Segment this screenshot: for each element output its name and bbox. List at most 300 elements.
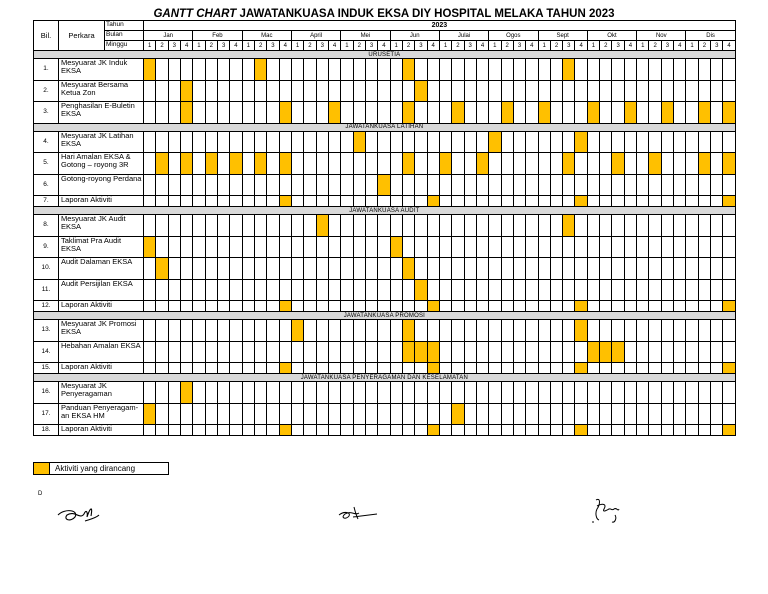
week-cell bbox=[328, 258, 340, 280]
week-cell bbox=[674, 425, 686, 436]
week-cell bbox=[316, 80, 328, 102]
week-cell bbox=[513, 382, 525, 404]
week-cell bbox=[637, 215, 649, 237]
activity-name: Mesyuarat JK Latihan EKSA bbox=[59, 131, 144, 153]
week-cell bbox=[674, 382, 686, 404]
planned-cell bbox=[587, 341, 599, 363]
activity-name: Hebahan Amalan EKSA bbox=[59, 341, 144, 363]
week-cell bbox=[587, 403, 599, 425]
week-cell bbox=[205, 236, 217, 258]
week-cell bbox=[254, 279, 266, 301]
week-header: 1 bbox=[538, 41, 550, 51]
week-cell bbox=[304, 59, 316, 81]
week-cell bbox=[550, 102, 562, 124]
week-cell bbox=[723, 403, 735, 425]
week-cell bbox=[242, 102, 254, 124]
week-cell bbox=[254, 425, 266, 436]
week-cell bbox=[304, 425, 316, 436]
month-header: Mac bbox=[242, 31, 291, 41]
week-cell bbox=[661, 196, 673, 207]
week-cell bbox=[205, 382, 217, 404]
week-cell bbox=[575, 279, 587, 301]
week-cell bbox=[501, 258, 513, 280]
week-cell bbox=[427, 80, 439, 102]
week-cell bbox=[291, 425, 303, 436]
planned-cell bbox=[279, 153, 291, 175]
week-cell bbox=[587, 258, 599, 280]
week-cell bbox=[501, 341, 513, 363]
week-cell bbox=[513, 59, 525, 81]
week-cell bbox=[415, 153, 427, 175]
week-cell bbox=[526, 382, 538, 404]
week-cell bbox=[353, 59, 365, 81]
week-header: 2 bbox=[550, 41, 562, 51]
week-cell bbox=[464, 403, 476, 425]
week-cell bbox=[674, 341, 686, 363]
week-cell bbox=[279, 236, 291, 258]
week-cell bbox=[600, 320, 612, 342]
week-cell bbox=[489, 236, 501, 258]
week-cell bbox=[674, 215, 686, 237]
planned-cell bbox=[279, 196, 291, 207]
week-cell bbox=[526, 59, 538, 81]
week-cell bbox=[279, 80, 291, 102]
week-cell bbox=[415, 174, 427, 196]
week-cell bbox=[476, 131, 488, 153]
week-cell bbox=[254, 174, 266, 196]
week-cell bbox=[501, 196, 513, 207]
week-cell bbox=[439, 403, 451, 425]
week-cell bbox=[254, 236, 266, 258]
week-cell bbox=[489, 174, 501, 196]
week-cell bbox=[353, 301, 365, 312]
week-cell bbox=[698, 131, 710, 153]
week-cell bbox=[661, 382, 673, 404]
week-cell bbox=[476, 174, 488, 196]
week-cell bbox=[624, 196, 636, 207]
week-cell bbox=[649, 131, 661, 153]
week-cell bbox=[538, 174, 550, 196]
week-cell bbox=[353, 102, 365, 124]
planned-cell bbox=[563, 59, 575, 81]
week-cell bbox=[156, 236, 168, 258]
week-cell bbox=[205, 279, 217, 301]
week-cell bbox=[649, 279, 661, 301]
week-cell bbox=[144, 131, 156, 153]
week-cell bbox=[341, 131, 353, 153]
week-cell bbox=[180, 196, 192, 207]
week-cell bbox=[168, 102, 180, 124]
week-cell bbox=[686, 196, 698, 207]
week-cell bbox=[168, 215, 180, 237]
week-cell bbox=[267, 301, 279, 312]
activity-name: Laporan Aktiviti bbox=[59, 301, 144, 312]
week-cell bbox=[538, 215, 550, 237]
week-header: 3 bbox=[365, 41, 377, 51]
week-cell bbox=[341, 153, 353, 175]
week-cell bbox=[180, 301, 192, 312]
planned-cell bbox=[279, 363, 291, 374]
week-cell bbox=[378, 131, 390, 153]
week-cell bbox=[624, 80, 636, 102]
month-header: Mei bbox=[341, 31, 390, 41]
week-cell bbox=[538, 279, 550, 301]
week-cell bbox=[279, 382, 291, 404]
week-cell bbox=[378, 196, 390, 207]
planned-cell bbox=[698, 102, 710, 124]
week-cell bbox=[464, 102, 476, 124]
week-cell bbox=[550, 80, 562, 102]
week-cell bbox=[205, 258, 217, 280]
planned-cell bbox=[180, 102, 192, 124]
week-cell bbox=[476, 236, 488, 258]
week-cell bbox=[242, 258, 254, 280]
week-cell bbox=[144, 258, 156, 280]
week-cell bbox=[402, 403, 414, 425]
week-cell bbox=[526, 215, 538, 237]
week-cell bbox=[464, 363, 476, 374]
week-cell bbox=[563, 174, 575, 196]
week-cell bbox=[279, 403, 291, 425]
week-cell bbox=[476, 382, 488, 404]
week-cell bbox=[144, 425, 156, 436]
week-cell bbox=[304, 403, 316, 425]
week-cell bbox=[587, 153, 599, 175]
week-cell bbox=[353, 153, 365, 175]
week-cell bbox=[242, 174, 254, 196]
planned-cell bbox=[402, 258, 414, 280]
week-cell bbox=[600, 102, 612, 124]
week-cell bbox=[390, 258, 402, 280]
week-cell bbox=[156, 80, 168, 102]
week-cell bbox=[242, 279, 254, 301]
week-cell bbox=[513, 196, 525, 207]
week-cell bbox=[723, 215, 735, 237]
table-row bbox=[34, 382, 736, 404]
week-cell bbox=[291, 80, 303, 102]
planned-cell bbox=[279, 301, 291, 312]
week-cell bbox=[686, 279, 698, 301]
week-cell bbox=[538, 403, 550, 425]
week-cell bbox=[415, 59, 427, 81]
year-label: 2023 bbox=[144, 21, 736, 31]
week-cell bbox=[661, 279, 673, 301]
row-number: 2. bbox=[34, 80, 59, 102]
week-cell bbox=[698, 425, 710, 436]
planned-cell bbox=[723, 102, 735, 124]
week-cell bbox=[168, 320, 180, 342]
week-cell bbox=[168, 363, 180, 374]
week-cell bbox=[267, 215, 279, 237]
activity-name: Mesyuarat JK Induk EKSA bbox=[59, 59, 144, 81]
week-cell bbox=[304, 341, 316, 363]
week-cell bbox=[452, 425, 464, 436]
week-cell bbox=[365, 215, 377, 237]
week-cell bbox=[144, 174, 156, 196]
week-cell bbox=[156, 425, 168, 436]
activity-name: Audit Persijilan EKSA bbox=[59, 279, 144, 301]
week-cell bbox=[230, 131, 242, 153]
week-cell bbox=[230, 215, 242, 237]
week-cell bbox=[427, 215, 439, 237]
week-cell bbox=[365, 341, 377, 363]
week-cell bbox=[156, 320, 168, 342]
planned-cell bbox=[353, 131, 365, 153]
week-cell bbox=[686, 102, 698, 124]
week-cell bbox=[489, 102, 501, 124]
week-cell bbox=[193, 80, 205, 102]
week-cell bbox=[193, 403, 205, 425]
week-cell bbox=[686, 363, 698, 374]
week-header: 2 bbox=[205, 41, 217, 51]
week-cell bbox=[217, 363, 229, 374]
week-cell bbox=[674, 279, 686, 301]
week-cell bbox=[291, 301, 303, 312]
week-cell bbox=[464, 59, 476, 81]
week-cell bbox=[476, 80, 488, 102]
week-cell bbox=[180, 215, 192, 237]
week-cell bbox=[464, 279, 476, 301]
month-header: Jan bbox=[144, 31, 193, 41]
week-cell bbox=[661, 403, 673, 425]
week-cell bbox=[205, 196, 217, 207]
month-header: Nov bbox=[637, 31, 686, 41]
week-cell bbox=[353, 80, 365, 102]
week-cell bbox=[230, 279, 242, 301]
planned-cell bbox=[427, 301, 439, 312]
week-cell bbox=[316, 425, 328, 436]
week-cell bbox=[661, 236, 673, 258]
week-cell bbox=[661, 174, 673, 196]
table-row bbox=[34, 320, 736, 342]
week-cell bbox=[587, 196, 599, 207]
week-header: 2 bbox=[353, 41, 365, 51]
week-cell bbox=[230, 102, 242, 124]
week-cell bbox=[563, 196, 575, 207]
week-cell bbox=[526, 363, 538, 374]
week-cell bbox=[415, 403, 427, 425]
week-cell bbox=[489, 215, 501, 237]
week-cell bbox=[304, 382, 316, 404]
week-header: 1 bbox=[390, 41, 402, 51]
week-cell bbox=[600, 258, 612, 280]
table-row bbox=[34, 153, 736, 175]
week-header: 2 bbox=[600, 41, 612, 51]
week-cell bbox=[341, 215, 353, 237]
table-row bbox=[34, 80, 736, 102]
week-cell bbox=[304, 320, 316, 342]
week-cell bbox=[365, 403, 377, 425]
week-cell bbox=[563, 279, 575, 301]
week-cell bbox=[267, 258, 279, 280]
week-cell bbox=[439, 341, 451, 363]
week-cell bbox=[254, 403, 266, 425]
week-cell bbox=[180, 174, 192, 196]
week-cell bbox=[538, 131, 550, 153]
week-header: 4 bbox=[526, 41, 538, 51]
week-cell bbox=[304, 153, 316, 175]
week-cell bbox=[501, 236, 513, 258]
activity-name: Mesyuarat JK Promosi EKSA bbox=[59, 320, 144, 342]
week-cell bbox=[452, 196, 464, 207]
week-cell bbox=[341, 320, 353, 342]
week-cell bbox=[698, 80, 710, 102]
week-cell bbox=[649, 341, 661, 363]
week-cell bbox=[711, 236, 723, 258]
week-cell bbox=[365, 131, 377, 153]
week-cell bbox=[550, 153, 562, 175]
week-cell bbox=[452, 80, 464, 102]
week-header: 4 bbox=[674, 41, 686, 51]
week-cell bbox=[439, 382, 451, 404]
week-header: 3 bbox=[661, 41, 673, 51]
week-cell bbox=[476, 196, 488, 207]
week-cell bbox=[600, 196, 612, 207]
planned-cell bbox=[144, 403, 156, 425]
week-cell bbox=[538, 425, 550, 436]
week-cell bbox=[711, 320, 723, 342]
week-cell bbox=[698, 403, 710, 425]
week-cell bbox=[624, 279, 636, 301]
planned-cell bbox=[587, 102, 599, 124]
week-cell bbox=[612, 131, 624, 153]
week-cell bbox=[390, 320, 402, 342]
week-cell bbox=[513, 301, 525, 312]
week-cell bbox=[476, 59, 488, 81]
week-cell bbox=[378, 382, 390, 404]
week-header: 4 bbox=[328, 41, 340, 51]
week-cell bbox=[513, 403, 525, 425]
week-cell bbox=[415, 320, 427, 342]
planned-cell bbox=[575, 131, 587, 153]
week-header: 4 bbox=[476, 41, 488, 51]
week-cell bbox=[217, 131, 229, 153]
week-cell bbox=[501, 131, 513, 153]
week-cell bbox=[711, 174, 723, 196]
week-cell bbox=[168, 174, 180, 196]
month-header: April bbox=[291, 31, 340, 41]
week-cell bbox=[698, 258, 710, 280]
week-cell bbox=[254, 258, 266, 280]
activity-name: Mesyuarat Bersama Ketua Zon bbox=[59, 80, 144, 102]
week-cell bbox=[217, 425, 229, 436]
week-cell bbox=[637, 301, 649, 312]
week-cell bbox=[328, 279, 340, 301]
week-cell bbox=[304, 215, 316, 237]
week-cell bbox=[550, 341, 562, 363]
week-cell bbox=[501, 153, 513, 175]
section-header: URUSETIA bbox=[34, 51, 736, 59]
table-row bbox=[34, 425, 736, 436]
week-cell bbox=[587, 59, 599, 81]
week-cell bbox=[526, 403, 538, 425]
row-number: 4. bbox=[34, 131, 59, 153]
week-cell bbox=[291, 382, 303, 404]
week-cell bbox=[538, 301, 550, 312]
week-cell bbox=[267, 174, 279, 196]
week-cell bbox=[402, 236, 414, 258]
week-cell bbox=[304, 279, 316, 301]
week-cell bbox=[464, 80, 476, 102]
week-cell bbox=[649, 258, 661, 280]
week-cell bbox=[464, 341, 476, 363]
week-cell bbox=[674, 363, 686, 374]
week-cell bbox=[267, 59, 279, 81]
table-row bbox=[34, 403, 736, 425]
week-cell bbox=[600, 59, 612, 81]
week-cell bbox=[501, 215, 513, 237]
week-cell bbox=[365, 301, 377, 312]
week-cell bbox=[365, 236, 377, 258]
week-cell bbox=[439, 425, 451, 436]
week-header: 4 bbox=[624, 41, 636, 51]
week-cell bbox=[489, 279, 501, 301]
week-cell bbox=[242, 215, 254, 237]
planned-cell bbox=[230, 153, 242, 175]
week-cell bbox=[291, 131, 303, 153]
week-cell bbox=[637, 258, 649, 280]
week-cell bbox=[538, 153, 550, 175]
week-cell bbox=[661, 258, 673, 280]
week-cell bbox=[612, 80, 624, 102]
week-cell bbox=[637, 425, 649, 436]
week-cell bbox=[402, 382, 414, 404]
week-cell bbox=[452, 131, 464, 153]
week-cell bbox=[711, 196, 723, 207]
week-cell bbox=[168, 301, 180, 312]
week-cell bbox=[341, 174, 353, 196]
week-cell bbox=[230, 403, 242, 425]
week-cell bbox=[600, 301, 612, 312]
week-cell bbox=[316, 258, 328, 280]
week-header: 3 bbox=[513, 41, 525, 51]
week-cell bbox=[427, 258, 439, 280]
week-cell bbox=[402, 196, 414, 207]
week-cell bbox=[661, 425, 673, 436]
week-cell bbox=[439, 363, 451, 374]
week-cell bbox=[427, 382, 439, 404]
legend bbox=[33, 462, 169, 475]
week-cell bbox=[316, 59, 328, 81]
week-cell bbox=[723, 258, 735, 280]
week-cell bbox=[402, 363, 414, 374]
week-cell bbox=[390, 301, 402, 312]
planned-cell bbox=[402, 341, 414, 363]
week-cell bbox=[205, 102, 217, 124]
week-cell bbox=[390, 279, 402, 301]
week-cell bbox=[353, 215, 365, 237]
week-cell bbox=[575, 174, 587, 196]
week-cell bbox=[390, 196, 402, 207]
month-header: Dis bbox=[686, 31, 735, 41]
week-cell bbox=[254, 131, 266, 153]
week-cell bbox=[649, 80, 661, 102]
week-cell bbox=[378, 425, 390, 436]
planned-cell bbox=[402, 153, 414, 175]
week-cell bbox=[230, 425, 242, 436]
planned-cell bbox=[600, 341, 612, 363]
planned-cell bbox=[575, 363, 587, 374]
week-cell bbox=[501, 320, 513, 342]
section-header: JAWATANKUASA LATIHAN bbox=[34, 123, 736, 131]
week-cell bbox=[242, 196, 254, 207]
week-cell bbox=[267, 196, 279, 207]
week-cell bbox=[686, 215, 698, 237]
week-cell bbox=[328, 131, 340, 153]
week-cell bbox=[612, 196, 624, 207]
week-cell bbox=[180, 279, 192, 301]
week-cell bbox=[711, 59, 723, 81]
